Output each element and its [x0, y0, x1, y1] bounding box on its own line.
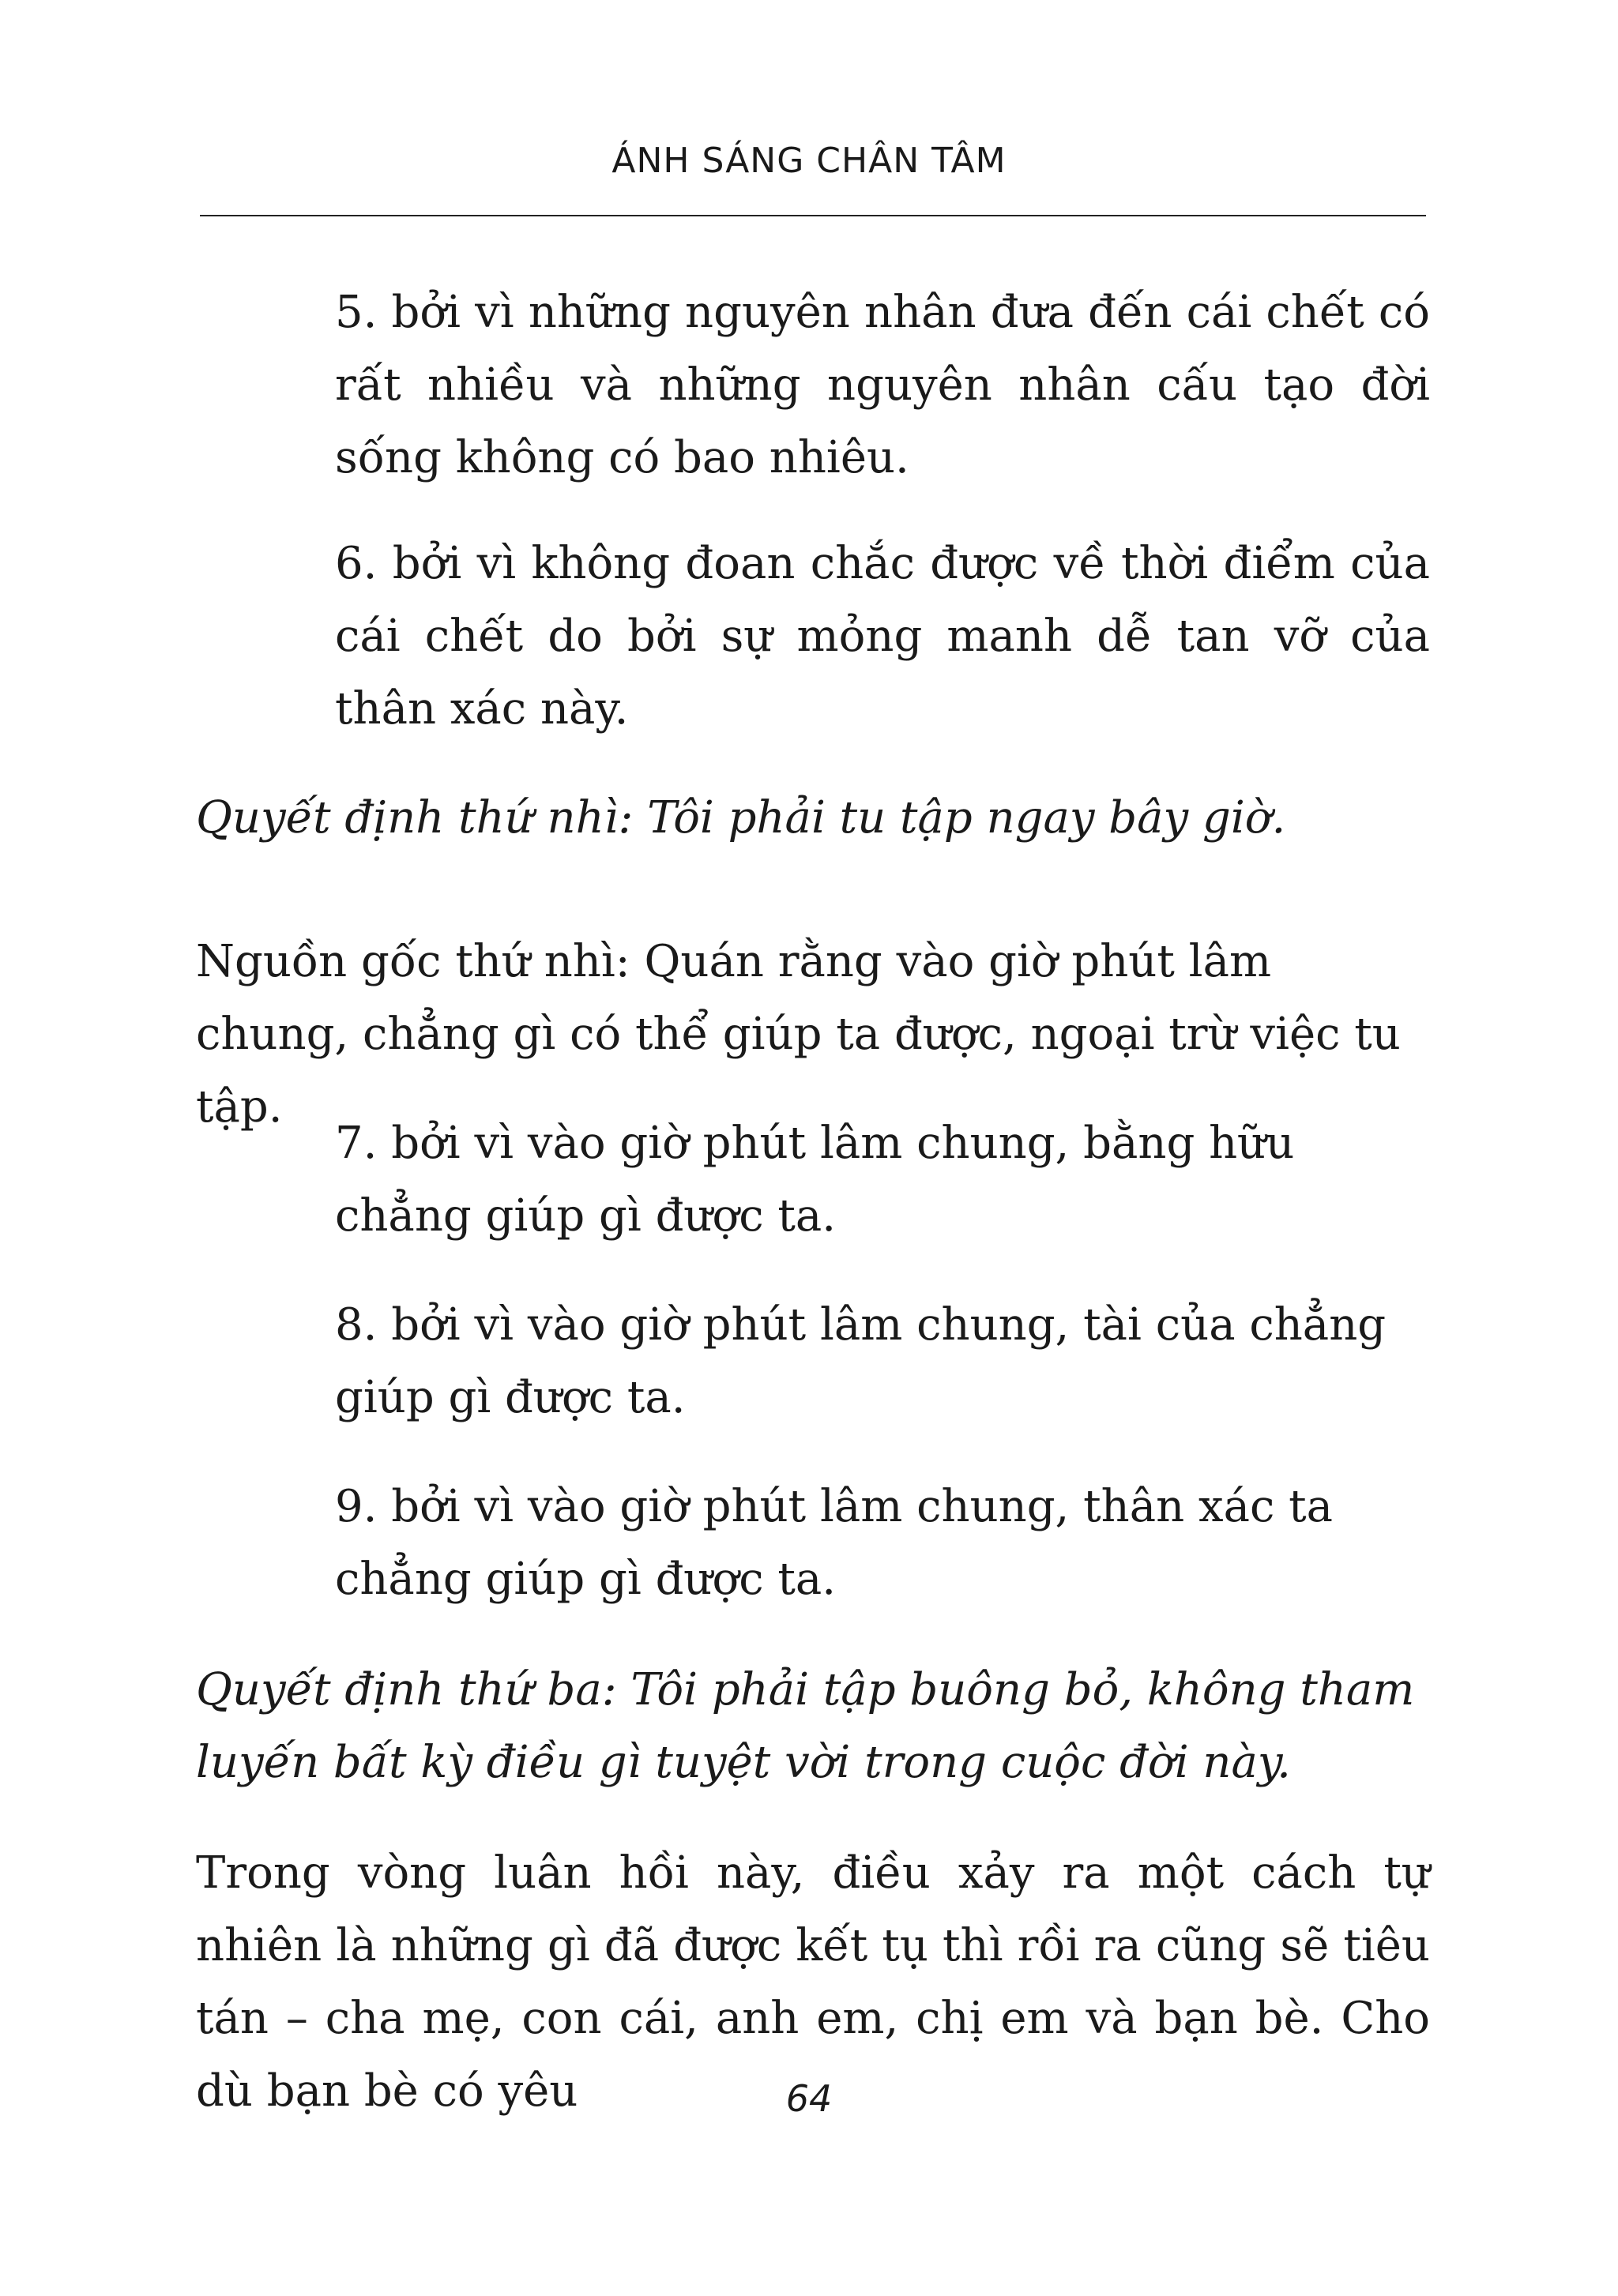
running-header: ÁNH SÁNG CHÂN TÂM	[611, 141, 1007, 181]
decision-2: Quyết định thứ nhì: Tôi phải tu tập ngay bây giờ.	[196, 792, 1286, 844]
list-item-8: 8. bởi vì vào giờ phút lâm chung, tài của chẳng giúp gì được ta.	[335, 1299, 1387, 1423]
body-paragraph: Trong vòng luân hồi này, điều xảy ra một cách tự nhiên là những gì đã được kết tụ thì rồi ra cũng sẽ tiêu tán – cha mẹ, con cái, anh em, chị em và bạn bè. Cho dù bạn bè có yêu	[196, 1847, 1430, 2117]
list-item-6: 6. bởi vì không đoan chắc được về thời điểm của cái chết do bởi sự mỏng manh dễ tan vỡ của thân xác này.	[335, 538, 1430, 735]
list-item-7: 7. bởi vì vào giờ phút lâm chung, bằng hữu chẳng giúp gì được ta.	[335, 1118, 1295, 1242]
page-number: 64	[785, 2077, 833, 2120]
list-item-5: 5. bởi vì những nguyên nhân đưa đến cái chết có rất nhiều và những nguyên nhân cấu tạo đời sống không có bao nhiêu.	[335, 287, 1430, 483]
list-item-9: 9. bởi vì vào giờ phút lâm chung, thân xác ta chẳng giúp gì được ta.	[335, 1481, 1334, 1605]
source-2: Nguồn gốc thứ nhì: Quán rằng vào giờ phút lâm chung, chẳng gì có thể giúp ta được, ngoại trừ việc tu tập.	[196, 936, 1401, 1133]
decision-3: Quyết định thứ ba: Tôi phải tập buông bỏ, không tham luyến bất kỳ điều gì tuyệt vời trong cuộc đời này.	[196, 1664, 1415, 1788]
header-divider	[200, 215, 1426, 216]
